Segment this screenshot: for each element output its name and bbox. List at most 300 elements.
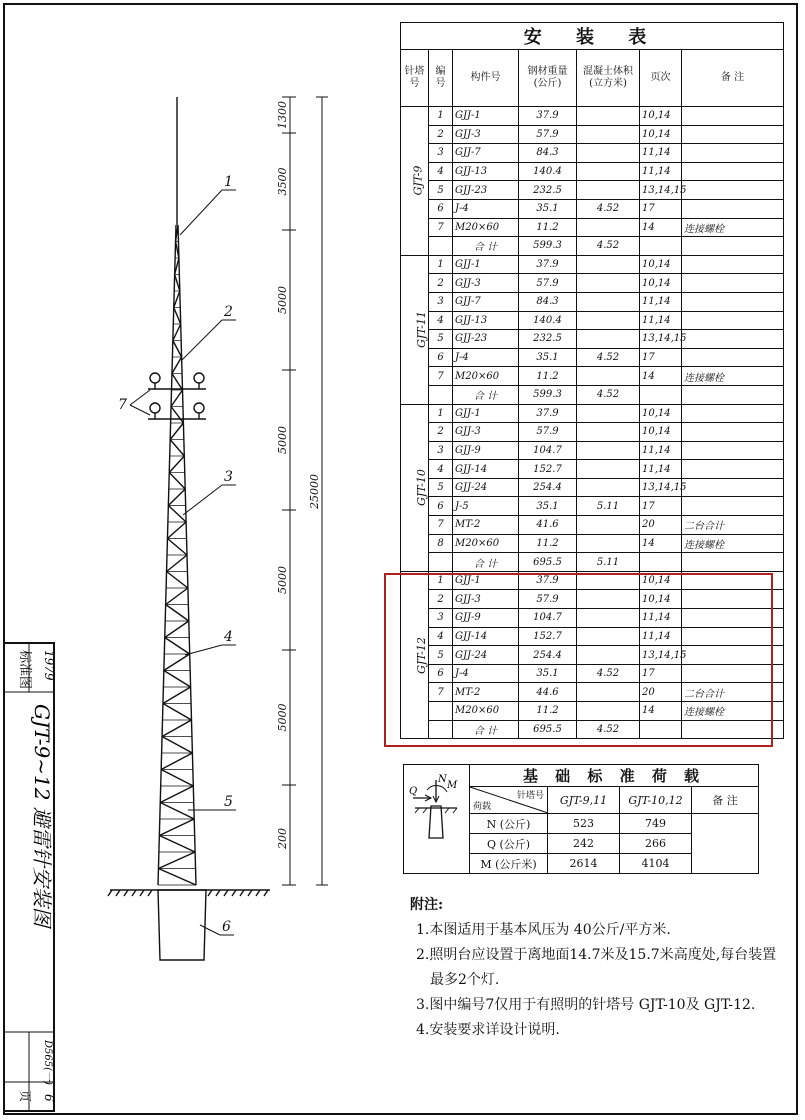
part-number: GJJ-13 [453,311,519,330]
page-ref: 11,14 [640,311,682,330]
concrete-volume [577,255,640,274]
remark [682,237,784,256]
install-row [401,218,784,237]
tower-brace [160,803,194,820]
lamp-icon [150,373,160,383]
foundation-block [158,890,206,960]
row-number: 6 [429,497,453,516]
tower-brace [172,357,182,374]
install-row [401,125,784,144]
foundation-load-table [403,764,759,874]
dimension-label: 3500 [276,167,289,196]
title-block-title: GJT-9~12 避雷针安装图 [30,704,54,927]
part-number: GJJ-1 [453,107,519,126]
steel-weight: 140.4 [519,162,577,181]
part-number: M20×60 [453,534,519,553]
concrete-volume [577,646,640,665]
part-number: M20×60 [453,218,519,237]
part-number: GJJ-1 [453,571,519,590]
concrete-volume [577,478,640,497]
install-row [401,590,784,609]
row-number: 6 [429,348,453,367]
part-number: J-4 [453,348,519,367]
remark [682,571,784,590]
row-number: 5 [429,330,453,349]
row-number: 7 [429,218,453,237]
callout-leader [130,405,150,415]
dimension-label: 5000 [276,703,289,732]
part-number: GJJ-1 [453,255,519,274]
part-number: M20×60 [453,702,519,721]
install-row [401,702,784,721]
page-ref: 20 [640,516,682,535]
title-block-std: 标准图 [17,650,32,690]
callout-number: 6 [222,919,231,935]
dimension-label: 5000 [276,426,289,454]
tower-group-name: GJT-10 [414,469,428,507]
note-item: 2.照明台应设置于离地面14.7米及15.7米高度处,每台装置最多2个灯. [416,947,777,988]
load-value: 242 [548,834,620,854]
steel-weight: 37.9 [519,255,577,274]
tower-brace [169,456,184,473]
steel-weight: 152.7 [519,627,577,646]
steel-weight: 11.2 [519,702,577,721]
part-number: GJJ-24 [453,646,519,665]
install-row [401,609,784,628]
row-number: 7 [429,683,453,702]
dimension-label: 5000 [276,566,289,594]
install-row [401,311,784,330]
steel-weight: 84.3 [519,144,577,163]
install-row [401,664,784,683]
remark [682,423,784,442]
callout-number: 2 [224,304,233,320]
load-value: 2614 [548,854,620,874]
load-row-label: N (公斤) [470,814,548,834]
concrete-volume [577,609,640,628]
steel-weight: 254.4 [519,478,577,497]
part-number: GJJ-9 [453,609,519,628]
tower-brace [168,489,185,506]
load-remark-cell [692,814,759,874]
install-row [401,627,784,646]
dimension-total-label: 25000 [308,474,321,509]
install-row [401,237,784,256]
page-ref [640,237,682,256]
concrete-volume [577,274,640,293]
row-number: 1 [429,404,453,423]
tower-brace [168,506,186,523]
steel-weight: 35.1 [519,199,577,218]
concrete-volume [577,702,640,721]
tower-brace [171,390,182,407]
part-number: MT-2 [453,516,519,535]
remark [682,460,784,479]
install-row [401,330,784,349]
install-row [401,646,784,665]
concrete-volume: 4.52 [577,348,640,367]
dimension-label: 1300 [276,101,289,129]
title-block-code: D565(一) [42,1040,53,1085]
row-number: 7 [429,367,453,386]
row-number: 2 [429,423,453,442]
steel-weight: 57.9 [519,125,577,144]
concrete-volume [577,181,640,200]
concrete-volume [577,534,640,553]
part-number: 合 计 [453,385,519,404]
remark [682,311,784,330]
page-ref: 10,14 [640,107,682,126]
row-number: 7 [429,516,453,535]
tower-group-label [401,255,429,404]
page-ref: 11,14 [640,627,682,646]
page-ref: 11,14 [640,292,682,311]
tower-group-name: GJT-9 [411,165,425,196]
concrete-volume [577,311,640,330]
part-number: J-5 [453,497,519,516]
steel-weight: 695.5 [519,720,577,739]
steel-weight: 37.9 [519,107,577,126]
load-value: 523 [548,814,620,834]
remark [682,609,784,628]
remark [682,441,784,460]
page-ref [640,553,682,572]
remark [682,404,784,423]
title-block-page-no: 6 [42,1094,56,1102]
install-row [401,292,784,311]
install-row [401,144,784,163]
part-number: MT-2 [453,683,519,702]
row-number: 6 [429,199,453,218]
steel-weight: 599.3 [519,385,577,404]
concrete-volume [577,292,640,311]
remark [682,497,784,516]
part-number: GJJ-1 [453,404,519,423]
lamp-icon [194,403,204,413]
install-row [401,571,784,590]
row-number [429,720,453,739]
tower-brace [158,852,195,869]
concrete-volume [577,125,640,144]
tower-brace [172,374,183,391]
install-row [401,423,784,442]
header-part: 构件号 [453,50,519,107]
steel-weight: 140.4 [519,311,577,330]
row-number: 8 [429,534,453,553]
row-number [429,553,453,572]
page-ref: 20 [640,683,682,702]
tower-group-name: GJT-11 [414,311,428,349]
part-number: GJJ-7 [453,292,519,311]
foundation-icon [404,765,470,874]
remark [682,199,784,218]
tower-brace [166,588,188,605]
page-ref: 10,14 [640,255,682,274]
concrete-volume [577,590,640,609]
header-remark: 备 注 [682,50,784,107]
tower-brace [165,621,189,638]
diag-top-label: 针塔号 [516,791,544,801]
header-no: 编号 [429,50,453,107]
title-block [3,642,55,1112]
title-block-page-label: 页 [18,1090,32,1103]
tower-brace [159,836,195,853]
notes-section [410,893,780,1043]
remark: 连接螺栓 [682,218,784,237]
notes-heading: 附注: [410,897,444,913]
installation-table [400,22,784,739]
concrete-volume: 4.52 [577,199,640,218]
page-ref: 17 [640,348,682,367]
note-item: 4.安装要求详设计说明. [416,1022,560,1038]
concrete-volume [577,107,640,126]
page-ref: 13,14,15 [640,646,682,665]
part-number: GJJ-23 [453,330,519,349]
row-number: 3 [429,292,453,311]
load-row-label: M (公斤米) [470,854,548,874]
concrete-volume [577,144,640,163]
concrete-volume [577,627,640,646]
remark [682,292,784,311]
note-item: 1.本图适用于基本风压为 40公斤/平方米. [416,922,671,938]
tower-brace [163,704,192,721]
row-number: 1 [429,107,453,126]
lamp-icon [150,403,160,413]
row-number [429,237,453,256]
concrete-volume [577,516,640,535]
tower-brace [170,440,184,457]
tower-brace [163,687,191,704]
part-number: J-4 [453,664,519,683]
tower-brace [171,407,183,424]
part-number: GJJ-7 [453,144,519,163]
callout-leader [185,645,222,655]
remark [682,162,784,181]
load-row-label: Q (公斤) [470,834,548,854]
remark: 二台合计 [682,683,784,702]
page-ref: 10,14 [640,571,682,590]
load-diagonal-header [470,787,548,814]
steel-weight: 11.2 [519,367,577,386]
remark [682,627,784,646]
tower-brace [167,539,187,556]
page-ref: 11,14 [640,441,682,460]
tower-brace [159,819,194,836]
page-ref: 11,14 [640,144,682,163]
part-number: GJJ-14 [453,460,519,479]
icon-label-q: Q [408,785,417,797]
tower-group-name: GJT-12 [414,636,428,674]
diag-bottom-label: 荷载 [473,802,492,812]
concrete-volume [577,367,640,386]
page-ref: 10,14 [640,274,682,293]
steel-weight: 599.3 [519,237,577,256]
tower-brace [167,555,187,572]
concrete-volume [577,571,640,590]
row-number: 4 [429,311,453,330]
part-number: M20×60 [453,367,519,386]
row-number: 3 [429,144,453,163]
page-ref [640,385,682,404]
remark [682,255,784,274]
part-number: GJJ-23 [453,181,519,200]
callout-number: 7 [118,397,127,413]
row-number: 1 [429,571,453,590]
concrete-volume [577,441,640,460]
tower-brace [164,654,190,671]
callout-number: 5 [224,794,233,810]
tower-brace [164,671,191,688]
tower-brace [161,753,192,770]
page-ref: 14 [640,702,682,721]
page-ref: 10,14 [640,423,682,442]
page-ref: 14 [640,367,682,386]
tower-group-label [401,107,429,256]
callout-leader [183,485,222,515]
steel-weight: 11.2 [519,534,577,553]
icon-label-m: M [446,779,457,791]
part-number: 合 计 [453,237,519,256]
steel-weight: 57.9 [519,590,577,609]
remark [682,125,784,144]
part-number: GJJ-3 [453,423,519,442]
steel-weight: 35.1 [519,348,577,367]
steel-weight: 695.5 [519,553,577,572]
callout-leader [130,390,150,405]
header-concrete: 混凝土体积(立方米) [577,50,640,107]
install-row [401,478,784,497]
row-number [429,385,453,404]
part-number: GJJ-14 [453,627,519,646]
callout-leader [182,320,222,360]
tower-brace [165,638,190,655]
row-number [429,702,453,721]
install-table-title: 安 装 表 [401,23,784,50]
tower-brace [173,324,181,341]
tower-brace [169,473,185,490]
part-number: GJJ-13 [453,162,519,181]
remark [682,181,784,200]
install-row [401,162,784,181]
remark [682,107,784,126]
remark: 连接螺栓 [682,367,784,386]
page-ref: 17 [640,664,682,683]
part-number: GJJ-3 [453,125,519,144]
install-row [401,404,784,423]
part-number: GJJ-3 [453,274,519,293]
row-number: 5 [429,181,453,200]
tower-group-label [401,404,429,571]
install-row [401,367,784,386]
install-row [401,683,784,702]
row-number: 5 [429,478,453,497]
steel-weight: 44.6 [519,683,577,702]
tower-brace [173,341,182,358]
dimension-label: 5000 [276,286,289,314]
concrete-volume: 4.52 [577,385,640,404]
steel-weight: 232.5 [519,181,577,200]
part-number: 合 计 [453,720,519,739]
row-number: 2 [429,274,453,293]
install-row [401,255,784,274]
steel-weight: 11.2 [519,218,577,237]
part-number: GJJ-9 [453,441,519,460]
tower-brace [167,572,188,589]
steel-weight: 232.5 [519,330,577,349]
part-number: J-4 [453,199,519,218]
page-ref: 10,14 [640,125,682,144]
remark [682,144,784,163]
install-row [401,199,784,218]
concrete-volume: 4.52 [577,664,640,683]
page-ref: 13,14,15 [640,478,682,497]
page-ref: 17 [640,497,682,516]
remark: 连接螺栓 [682,534,784,553]
install-row [401,497,784,516]
steel-weight: 84.3 [519,292,577,311]
steel-weight: 41.6 [519,516,577,535]
title-block-year: 1979 [42,650,56,681]
tower-brace [162,737,192,754]
lamp-icon [194,373,204,383]
tower-brace [162,720,191,737]
header-tower-no: 针塔号 [401,50,429,107]
install-row [401,107,784,126]
page-ref: 14 [640,534,682,553]
tower-brace [158,869,196,886]
tower-elevation-drawing [60,85,390,975]
load-value: 4104 [620,854,692,874]
steel-weight: 57.9 [519,274,577,293]
install-row [401,516,784,535]
row-number: 3 [429,609,453,628]
page-ref: 10,14 [640,404,682,423]
install-row [401,348,784,367]
remark [682,330,784,349]
remark: 连接螺栓 [682,702,784,721]
install-row [401,553,784,572]
concrete-volume [577,683,640,702]
steel-weight: 104.7 [519,441,577,460]
page-ref: 13,14,15 [640,181,682,200]
steel-weight: 152.7 [519,460,577,479]
remark [682,590,784,609]
dimension-label: 200 [276,828,289,849]
load-table-title: 基 础 标 准 荷 载 [470,765,759,787]
callout-number: 3 [224,469,233,485]
remark: 二台合计 [682,516,784,535]
remark [682,646,784,665]
callout-leader [200,925,220,935]
tower-group-label [401,571,429,738]
page-ref: 11,14 [640,460,682,479]
callout-leader [180,190,222,235]
load-value: 266 [620,834,692,854]
install-row [401,720,784,739]
note-item: 3.图中编号7仅用于有照明的针塔号 GJT-10及 GJT-12. [416,997,756,1013]
load-value: 749 [620,814,692,834]
steel-weight: 37.9 [519,404,577,423]
install-row [401,460,784,479]
page-ref [640,720,682,739]
tower-brace [161,770,193,787]
callout-number: 1 [224,174,233,190]
part-number: 合 计 [453,553,519,572]
concrete-volume [577,423,640,442]
page-ref: 11,14 [640,162,682,181]
tower-brace [166,605,189,622]
remark [682,348,784,367]
